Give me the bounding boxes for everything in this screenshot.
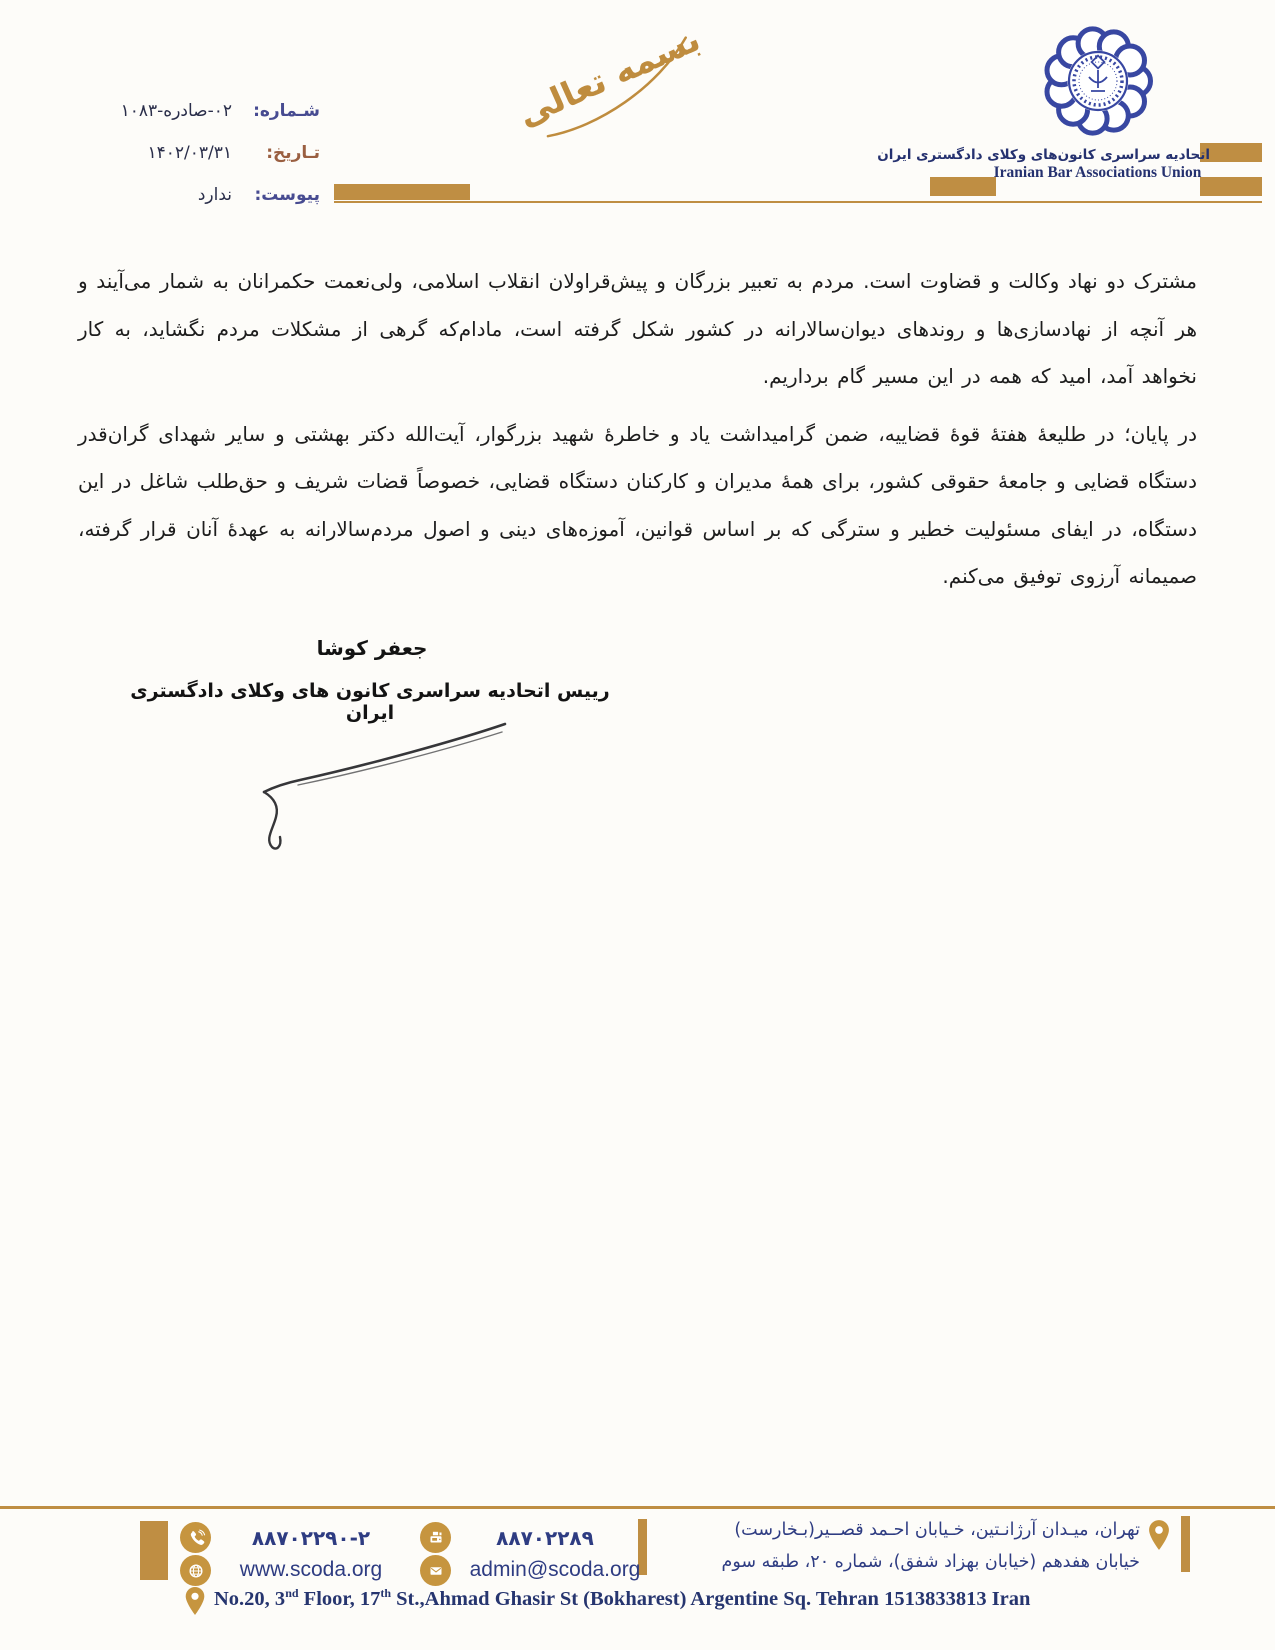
address-english	[214, 1586, 1030, 1611]
meta-value-date: ۱۴۰۲/۰۳/۳۱	[147, 143, 232, 163]
email-address: admin@scoda.org	[469, 1558, 641, 1581]
address-persian-line1: تهران، میـدان آرژانـتین، خـیابان احـمد قصــیر(بـخارست)	[734, 1520, 1140, 1540]
bar-association-rosette-icon	[1037, 20, 1159, 142]
address-persian-line2: خیابان هفدهم (خیابان بهزاد شفق)، شماره ۲۰، طبقه سوم	[721, 1552, 1140, 1572]
signer-title: رییس اتحادیه سراسری کانون های وکلای دادگستری ایران	[130, 680, 610, 724]
signature-stroke-icon	[222, 710, 512, 855]
logo-persian-name: اتحادیه سراسری کانون‌های وکلای دادگستری ایران	[877, 147, 1210, 163]
bismillah-calligraphy-icon	[500, 14, 720, 144]
address-persian	[695, 1514, 1140, 1578]
meta-row-date	[88, 132, 320, 174]
meta-label-number: شـماره:	[253, 101, 320, 121]
fax-number: ۸۸۷۰۲۲۸۹	[496, 1526, 594, 1550]
gold-bar-header-left	[334, 184, 470, 200]
bismillah-calligraphy	[500, 14, 720, 148]
website-url: www.scoda.org	[239, 1558, 383, 1581]
signer-name: جعفر کوشا	[316, 636, 428, 660]
footer-divider	[0, 1506, 1275, 1509]
fax-icon	[420, 1522, 451, 1553]
meta-row-number	[88, 90, 320, 132]
address-english-superscript: th	[380, 1586, 392, 1600]
address-english-part: St.,Ahmad Ghasir St (Bokharest) Argentine Sq. Tehran 1513833813 Iran	[391, 1587, 1031, 1610]
address-english-part: Floor, 17	[298, 1587, 381, 1610]
organization-logo	[877, 20, 1210, 182]
envelope-icon	[420, 1555, 451, 1586]
meta-label-attachment: پیوست:	[254, 185, 320, 205]
phone-number: ۸۸۷۰۲۲۹۰-۲	[251, 1526, 371, 1550]
phone-icon	[180, 1522, 211, 1553]
meta-value-number: ۰۲-صادره-۱۰۸۳	[120, 101, 232, 121]
meta-value-attachment: ندارد	[197, 185, 232, 205]
body-paragraph: مشترک دو نهاد وکالت و قضاوت است. مردم به تعبیر بزرگان و پیش‌قراولان انقلاب اسلامی، ولی‌نعمت حکمرانان به شمار می‌آیند و هر آنچه از نهادسازی‌ها و روندهای دیوان‌سالارانه در کشور شکل گرفته است، مادام‌که گرهی از مشکلات مردم نگشاید، به کار نخواهد آمد، امید که همه در این مسیر گام برداریم.	[78, 269, 1197, 388]
handwritten-signature	[222, 710, 512, 859]
gold-bar-footer-right	[1181, 1516, 1190, 1572]
address-english-superscript: nd	[285, 1586, 299, 1600]
letter-meta-block	[88, 90, 320, 216]
gold-rule-header	[334, 201, 1262, 203]
logo-english-name: Iranian Bar Associations Union	[993, 164, 1202, 181]
address-english-part: No.20, 3	[214, 1587, 286, 1610]
meta-label-date: تـاریخ:	[266, 143, 320, 163]
location-pin-icon	[1146, 1519, 1172, 1555]
gold-bar-footer-left	[140, 1521, 168, 1580]
meta-row-attachment	[88, 174, 320, 216]
body-paragraph: در پایان؛ در طلیعهٔ هفتهٔ قوهٔ قضاییه، ضمن گرامیداشت یاد و خاطرهٔ شهید بزرگوار، آیت‌الله دکتر بهشتی و سایر شهدای گران‌قدر دستگاه قضایی و جامعهٔ حقوقی کشور، برای همهٔ مدیران و کارکنان دستگاه قضایی، خصوصاً قضات شریف و حق‌طلب شاغل در این دستگاه، در ایفای مسئولیت خطیر و سترگی که بر اساس قوانین، آموزه‌های دینی و اصول مردم‌سالارانه به عهدهٔ آنان قرار گرفته، صمیمانه آرزوی توفیق می‌کنم.	[78, 421, 1197, 588]
location-pin-icon	[183, 1586, 207, 1620]
letter-body	[78, 258, 1197, 601]
globe-icon	[180, 1555, 211, 1586]
bismillah-text: بسمه تعالی	[512, 19, 707, 136]
